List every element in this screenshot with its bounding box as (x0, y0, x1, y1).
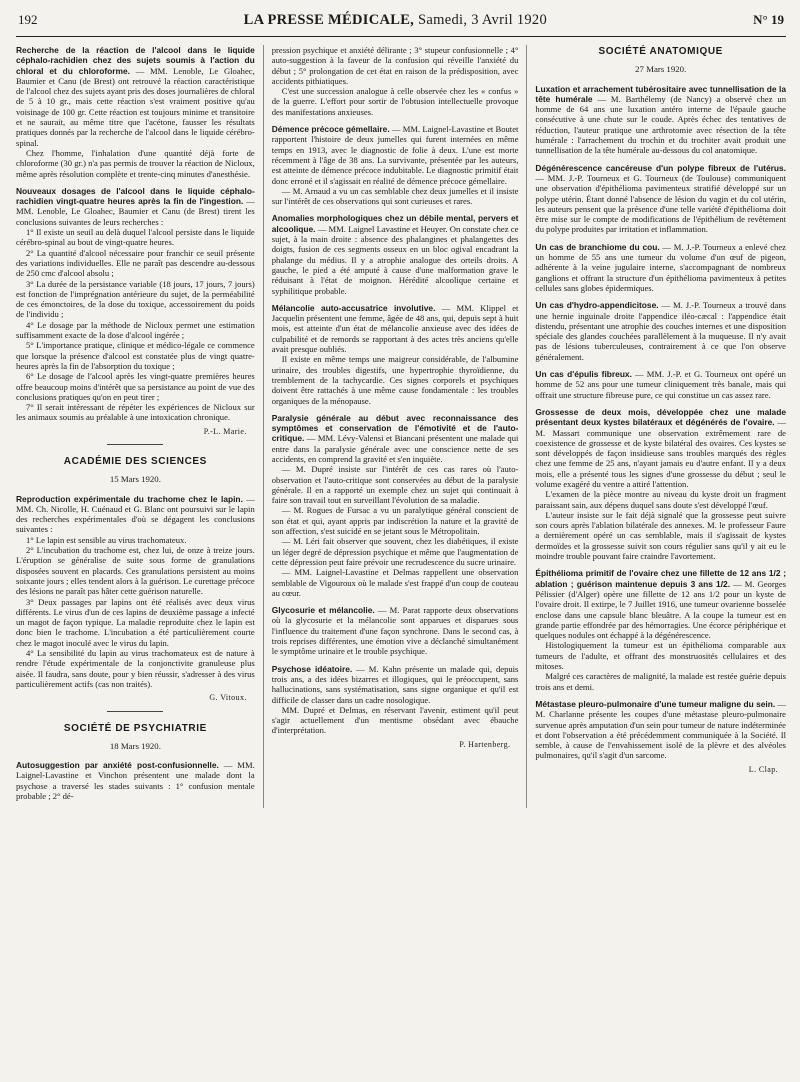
column-3 (527, 45, 786, 808)
article-body: — MM. Laignel-Lavastine et Boutet rapportent l'histoire de deux jumelles qui furent internées en même temps en 1913, avec le diagnostic de folie à deux. L'une est morte récemment à l'âge de 38 ans. La survivante, présentée par les auteurs, est atteinte de démence précoce indubitable. Le diagnostic primitif était donc erroné et il s'agissait en réalité de démence précoce gémellaire. (271, 124, 519, 186)
section-date: 18 Mars 1920. (109, 740, 161, 751)
article (16, 494, 255, 704)
list-item: 1° Le lapin est sensible au virus trachomateux. (26, 534, 187, 545)
article-paragraph: L'auteur insiste sur le fait déjà signalé que la grossesse peut suivre son cours après l'ablation bilatérale des annexes. M. le professeur Faure a dernièrement opéré un cas semblable, mais il s'agissait de kystes dermoïdes et la grossesse suivit son cours régulier sans qu'il y ait eu le moindre trouble pouvant faire craindre l'avortement. (535, 509, 786, 562)
article (16, 186, 255, 437)
list-item: 3° Deux passages par lapins ont été réalisés avec deux virus différents. Le virus d'un de ces lapins de deuxième passage a infecté un magot de façon typique. La maladie reproduite chez le lapin est donc bien le trachome. L'incubation a été particulièrement courte chez le magot inoculé avec le virus du lapin. (16, 596, 255, 648)
article-paragraph: — M. Dupré insiste sur l'intérêt de ces cas rares où l'auto-observation et l'auto-critique sont conservées au début de la paralysie générale. Il en a rapporté un exemple chez un sujet qui continuait à faire son travail tout en surveillant l'évolution de sa maladie. (271, 464, 519, 506)
article-body: — M. Massart communique une observation extrêmement rare de coexistence de grossesse et de kyste bilatéral des ovaires. Ces kystes se sont développés de façon insidieuse sans troubles marqués des règles chez une femme de 25 ans, n'ayant jamais eu d'autre enfant. Il y a deux mois, elle a présenté tous les signes d'une grossesse du début ; seul le volume exagéré du ventre a attiré l'attention. (535, 417, 786, 489)
article-body: — M. Parat rapporte deux observations où la glycosurie et la mélancolie sont apparues et disparues sous l'influence du traitement d'une façon synchrone. Dans le second cas, à trois reprises différentes, une émotion vive a déclanché simultanément le symptôme urinaire et le trouble psychique. (271, 605, 519, 657)
article-title: Anomalies morphologiques chez un débile mental, pervers et alcoolique. (271, 213, 519, 234)
article-paragraph: Il existe en même temps une maigreur considérable, de l'albumine urinaire, des troubles digestifs, une hypertrophie thyroïdienne, du tremblement de la tachycardie. Ces signes corporels et psychiques doivent être rattachés à une même cause fondamentale : les troubles organiques de la ménopause. (271, 354, 519, 406)
list-item: 6° Le dosage de l'alcool après les vingt-quatre premières heures offre beaucoup moins d'intérêt que sa persistance au point de vue des conclusions pratiques qu'on en peut tirer ; (16, 371, 255, 402)
list-item: 5° L'importance pratique, clinique et médico-légale ce commence que lorsque la présence d'alcool est constatée plus de vingt quatre-heures après la fin de l'absorption du toxique ; (16, 340, 255, 371)
section-date: 15 Mars 1920. (109, 474, 161, 485)
list-item: 2° La quantité d'alcool nécessaire pour franchir ce seuil présente des variations individuelles. Elle ne paraît pas descendre au-dessous de 250 cmc d'alcool absolu ; (16, 247, 255, 279)
list-item: 3° La durée de la persistance variable (18 jours, 17 jours, 7 jours) est fonction de l'imprégnation antérieure du sujet, de la perméabilité de ces émonctoires, de la dose du toxique, accessoirement du poids de l'individu ; (16, 278, 255, 320)
article (272, 45, 519, 117)
article-body: — MM. Ch. Nicolle, H. Cuénaud et G. Blanc ont poursuivi sur le lapin des recherches expérimentales d'où se dégagent les conclusions suivantes : (16, 493, 255, 535)
article (272, 213, 519, 295)
section-date: 27 Mars 1920. (635, 64, 687, 75)
article-paragraph: Histologiquement la tumeur est un épithélioma comparable aux tumeurs de l'adulte, et offrant des monstruosités cellulaires et des mitoses. (535, 640, 786, 672)
article (535, 699, 786, 775)
article-title: Psychose idéatoire. (271, 663, 353, 674)
article-paragraph: — M. Rogues de Fursac a vu un paralytique général conscient de son état et qui, ayant appris par indiscrétion la nature et la gravité de son affection, s'est suicidé en se jetant sous le Métropolitain. (271, 505, 519, 537)
article (535, 163, 786, 235)
article-paragraph: L'examen de la pièce montre au niveau du kyste droit un fragment paraissant sain, aux dépens duquel sans doute s'est développé l'œuf. (535, 489, 786, 510)
column-2 (263, 45, 528, 808)
article-title: Un cas de branchiome du cou. (535, 241, 660, 252)
article-title: Un cas d'hydro-appendicitose. (535, 300, 659, 311)
article-title: Métastase pleuro-pulmonaire d'une tumeur maligne du sein. (535, 698, 776, 709)
article-body: — M. Charlanne présente les coupes d'une métastase pleuro-pulmonaire survenue après amputation d'un sein pour tumeur de nature indéterminée et dont l'observation a été précédemment communiquée à la Société. Il semble, à cause de l'envahissement isolé de la plèvre et des alvéoles pulmonaires, qu'il s'agit d'un sarcome. (535, 698, 787, 761)
article-body: — M. Kahn présente un malade qui, depuis trois ans, a des idées bizarres et illogiques, qui le préoccupent, sans hallucinations, sans systématisation, sans signe organique et qu'il est difficile de classer dans un cadre nosologique. (271, 663, 519, 705)
page-header (16, 12, 786, 37)
divider (107, 444, 163, 445)
list-item: 7° Il serait intéressant de répéter les expériences de Nicloux sur les animaux soumis au préalable à une intoxication chronique. (16, 402, 255, 423)
article-paragraph: pression psychique et anxiété délirante ; 3° stupeur confusionnelle ; 4° auto-suggestion à la faveur de la confusion qui réveille l'anxiété du début ; 5° prolongation de cet état en raison de la prédisposition, avec accidents pithiatiques. (271, 45, 519, 86)
list-item: 4° Le dosage par la méthode de Nicloux permet une estimation suffisamment exacte de la dose d'alcool ingérée ; (16, 319, 255, 341)
list-item: 1° Il existe un seuil au delà duquel l'alcool persiste dans le liquide cérébro-spinal au bout de vingt-quatre heures. (16, 227, 255, 248)
list-item: 4° La sensibilité du lapin au virus trachomateux est de nature à rendre l'étude expérimentale de la conjonctivite granuleuse plus aisée. Il faudra, sans doute, pour y bien réussir, s'adresser à des virus particulièrement actifs (cas non traités). (16, 648, 255, 689)
article-title: Recherche de la réaction de l'alcool dans le liquide céphalo-rachidien chez des sujets soumis à l'action du chloral et du chloroforme. (16, 45, 255, 76)
section-title: SOCIÉTÉ ANATOMIQUE (598, 46, 723, 57)
author-signature: L. Clap. (748, 764, 778, 774)
article (272, 664, 519, 750)
article (535, 568, 786, 692)
author-signature: P.-L. Marie. (203, 426, 247, 436)
article (535, 369, 786, 400)
article (535, 407, 786, 561)
article-body: — M. J.-P. Tourneux a trouvé dans une hernie inguinale droite l'appendice iléo-cæcal : l'appendice était distendu, présentant une atrophie des couches internes et une disposition spéciale des glandes couchées parallèlement à la muqueuse. Il n'y avait pas de lésions tuberculeuses, contrairement à ce que l'on observe généralement. (535, 300, 787, 362)
issue-date: Samedi, 3 Avril 1920 (418, 12, 548, 28)
article (272, 303, 519, 406)
article (272, 413, 519, 598)
article-title: Mélancolie auto-accusatrice involutive. (271, 302, 436, 313)
list-item: 2° L'incubation du trachome est, chez lui, de onze à treize jours. L'éruption se généralise de suite sous forme de granulations disposées souvent en placards. Ces granulations persistent au moins soixante jours ; elles tendent alors à la guérison. Le curettage précoce des lésions ne paraît pas hâter cette guérison naturelle. (16, 545, 255, 597)
article-paragraph: Chez l'homme, l'inhalation d'une quantité déjà forte de chloroforme (30 gr.) n'a pas permis de trouver la réaction de Nicloux, même après résolution complète et trente-cinq minutes d'anesthésie. (16, 147, 255, 179)
article-body: — MM. Lenoble, Le Gloahec, Baumier et Canu (de Brest) ont retrouvé la réaction caractéristique de l'alcool chez des sujets ayant pris des doses journalières de chloral de 5 à 10 gr., mais cette réaction s'est vraiment positive qu'au voisinage de 100 gr. Cette réaction est toujours minime et transitoire et ne saurait, au même titre que l'acétone, fausser les résultats pratiques donnés par la recherche de l'alcool dans le liquide cérébro-spinal. (16, 65, 255, 148)
article-title: Luxation et arrachement tubérositaire avec tunnellisation de la tête humérale (535, 83, 786, 104)
article-body: — MM. Laignel Lavastine et Heuyer. On constate chez ce sujet, à la main droite : absence des phalangines et phalangettes des doigts, fusion de ces segments osseux en un bloc ogival encadrant la phalange du médius. Il y a atrophie analogue des orteils droits. A gauche, le pied a été amputé à cause d'une malformation grave le réduisant à l'état de moignon. Hérédité alcoolique certaine et syphilitique probable. (271, 223, 519, 296)
article (535, 300, 786, 362)
article-body: — M. Georges Pélissier (d'Alger) opère une fillette de 12 ans 1/2 pour un kyste de l'ovaire droit. Il extirpe, le 7 Juillet 1916, une tumeur ovarienne bosselée enclose dans une capsule blanc bleuâtre. A la coupe la tumeur est en grande partie effondrée par des hémorragies. Une écorce périphérique et quelques nodules ont échappé à la dégénérescence. (535, 578, 786, 641)
article (16, 45, 255, 179)
article-body: — M. Barthélemy (de Nancy) a observé chez un homme de 64 ans une luxation antéro interne de l'épaule gauche consécutive à une chute sur le coude. Après échec des tentatives de réduction, l'auteur pratique une arthrotomie avec résection de la tête humérale : l'arrachement du trochin et du trochiter avait produit une tunnellisation de la tête humérale au-dessous du col anatomique. (535, 93, 786, 156)
section-title: ACADÉMIE DES SCIENCES (63, 455, 207, 467)
article-title: Épithélioma primitif de l'ovaire chez une fillette de 12 ans 1/2 ; ablation ; guérison maintenue depuis 3 ans 1/2. (535, 568, 786, 589)
article-paragraph: Malgré ces caractères de malignité, la malade est restée guérie depuis trois ans et demi. (535, 671, 786, 692)
article-paragraph: — M. Arnaud a vu un cas semblable chez deux jumelles et il insiste sur l'intérêt de ces observations qui sont curieuses et rares. (271, 185, 519, 207)
article-title: Nouveaux dosages de l'alcool dans le liquide céphalo-rachidien vingt-quatre heures après la fin de l'ingestion. (16, 185, 255, 207)
author-signature: G. Vitoux. (209, 693, 247, 703)
article (535, 242, 786, 293)
article-body: — M. J.-P. Tourneux a enlevé chez un homme de 55 ans une tumeur du volume d'un œuf de pigeon, adhérente à la veine jugulaire interne, s'accompagnant de nombreux ganglions et offrant la structure d'un épithélioma pavimenteux à petites cellules sans globes épidermiques. (535, 241, 786, 293)
article-paragraph: — M. Léri fait observer que souvent, chez les diabétiques, il existe un léger degré de dépression psychique et même que l'augmentation de cette dépression peut faire prévoir une recrudescence du sucre urinaire. (271, 536, 519, 567)
article-title: Grossesse de deux mois, développée chez une malade présentant deux kystes bilatéraux et dégénérés de l'ovaire. (535, 406, 786, 428)
article (535, 84, 786, 156)
section-title: SOCIÉTÉ DE PSYCHIATRIE (63, 722, 207, 734)
article-title: Un cas d'épulis fibreux. (535, 369, 632, 380)
page-number: 192 (18, 12, 38, 27)
article (272, 605, 519, 656)
article-body: — MM. Lenoble, Le Gloahec, Baumier et Canu (de Brest) tirent les conclusions suivantes de leurs recherches : (16, 196, 255, 227)
author-signature: P. Hartenberg. (459, 739, 511, 749)
article-title: Autosuggestion par anxiété post-confusionnelle. (16, 760, 219, 771)
article-body: — MM. J.-P. et G. Tourneux ont opéré un homme de 52 ans pour une tumeur cliniquement très banale, mais qui offrait une structure fibreuse pure, ce qui constitue un cas assez rare. (535, 369, 786, 400)
text-columns (16, 45, 786, 808)
article-body: — MM. Laignel-Lavastine et Vinchon présentent une malade dont la psychose a traversé les stades suivants : 1° confusion mentale probable ; 2° dé- (16, 760, 255, 801)
journal-title (244, 12, 547, 29)
article-title: Glycosurie et mélancolie. (271, 605, 375, 616)
article-title: Paralysie générale au début avec reconnaissance des symptômes et conservation de l'émotivité et de l'auto-critique. (271, 412, 519, 444)
divider (107, 711, 163, 712)
article-title: Dégénérescence cancéreuse d'un polype fibreux de l'utérus. (535, 162, 786, 173)
journal-name: LA PRESSE MÉDICALE, (243, 12, 415, 28)
article-body: — MM. Klippel et Jacquelin présentent une femme, âgée de 48 ans, qui, depuis sept à huit mois, est atteinte d'un état de mélancolie anxieuse avec des idées de culpabilité et de remords se rapportant à des actes très anciens qu'elle avait presque oubliés. (271, 302, 519, 355)
issue-number: N° 19 (753, 12, 784, 27)
article-paragraph: — MM. Laignel-Lavastine et Delmas rappellent une observation semblable de Vigouroux où le malade s'est frappé d'un coup de couteau au cœur. (271, 567, 519, 598)
article (272, 124, 519, 206)
article-title: Démence précoce gémellaire. (271, 124, 390, 135)
article (16, 760, 255, 801)
article-title: Reproduction expérimentale du trachome chez le lapin. (16, 493, 243, 504)
article-paragraph: MM. Dupré et Delmas, en réservant l'avenir, estiment qu'il peut s'agir actuellement d'un mentisme obsédant avec ébauche d'interprétation. (271, 704, 519, 736)
article-body: — MM. J.-P. Tourneux et G. Tourneux (de Toulouse) communiquent une observation d'épithélioma pavimenteux stratifié développé sur un polype utérin. Étant donné l'absence de lésion du vagin et du col utérin, les auteurs pensent que la présence d'une telle variété d'épithélioma doit être mise sur le compte de modifications de l'épithélium de revêtement du polype produites par irritation et inflammation. (535, 172, 786, 235)
article-body: — MM. Lévy-Valensi et Biancani présentent une malade qui entre dans la paralysie générale avec une conscience nette de ses accidents, en comprend la gravité et s'en inquiète. (271, 433, 519, 464)
column-1 (16, 45, 263, 808)
article-paragraph: C'est une succession analogue à celle observée chez les « confus » de la guerre. L'effort pour sortir de l'obtusion intellectuelle provoque des manifestations anxieuses. (271, 86, 519, 117)
